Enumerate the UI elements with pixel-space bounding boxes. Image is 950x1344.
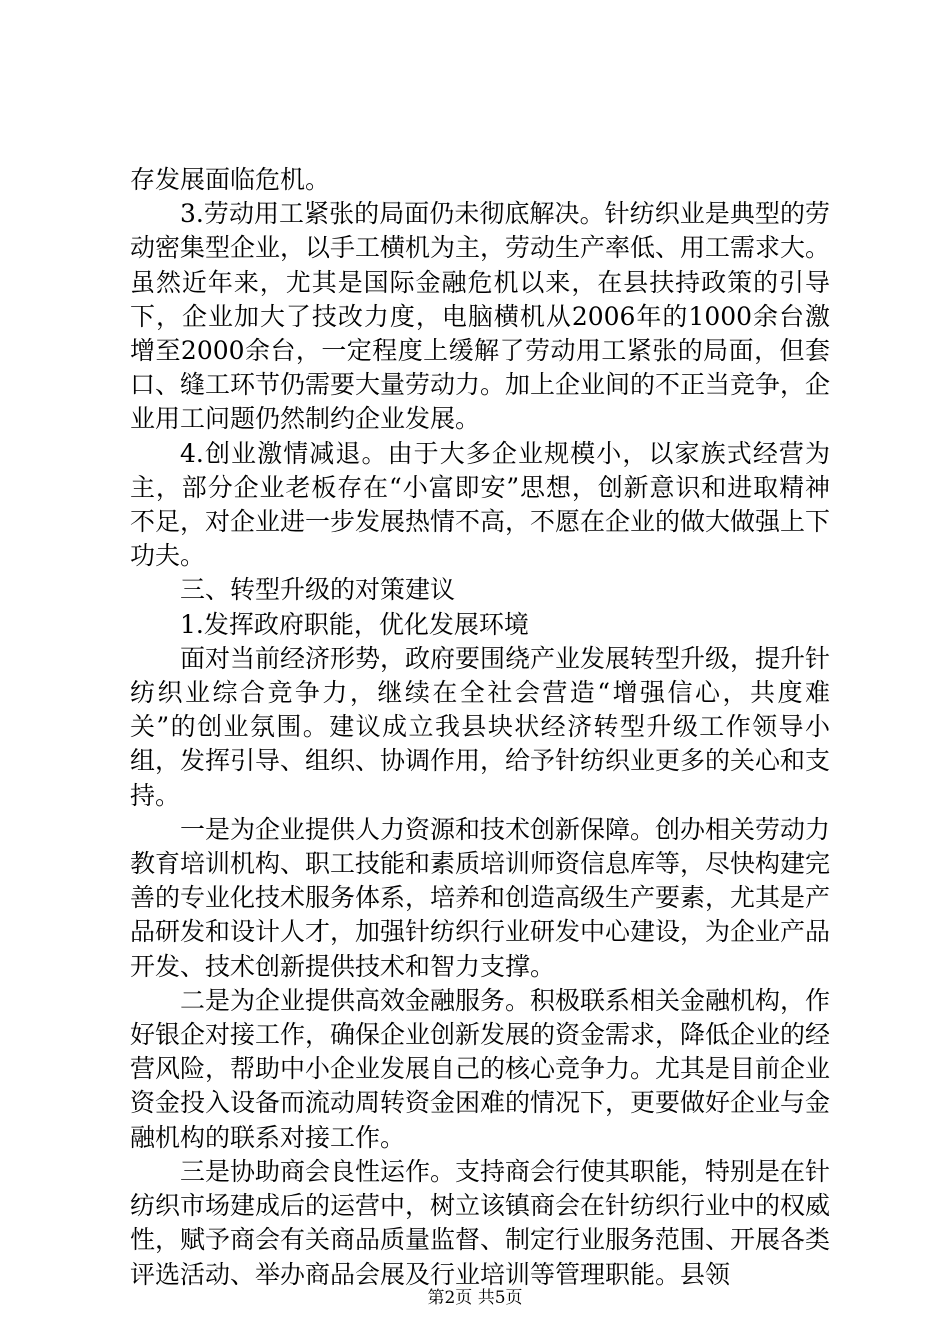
- section-heading-countermeasures: 三、转型升级的对策建议: [180, 575, 456, 605]
- paragraph-entrepreneurship-decline: 4.创业激情减退。由于大多企业规模小，以家族式经营为主，部分企业老板存在“小富即安”思想，创新意识和进取精神不足，对企业进一步发展热情不高，不愿在企业的做大做强上下功夫。: [130, 438, 831, 571]
- paragraph-financial-services: 二是为企业提供高效金融服务。积极联系相关金融机构，作好银企对接工作，确保企业创新发展的资金需求，降低企业的经营风险，帮助中小企业发展自己的核心竞争力。尤其是目前企业资金投入设备而流动周转资金困难的情况下，更要做好企业与金融机构的联系对接工作。: [130, 985, 831, 1152]
- document-body: [130, 163, 830, 1292]
- paragraph-labor-shortage: 3.劳动用工紧张的局面仍未彻底解决。针纺织业是典型的劳动密集型企业，以手工横机为主，劳动生产率低、用工需求大。虽然近年来，尤其是国际金融危机以来，在县扶持政策的引导下，企业加大了技改力度，电脑横机从2006年的1000余台激增至2000余台，一定程度上缓解了劳动用工紧张的局面，但套口、缝工环节仍需要大量劳动力。加上企业间的不正当竞争，企业用工问题仍然制约企业发展。: [130, 199, 831, 434]
- paragraph-continuation: 存发展面临危机。: [130, 165, 331, 194]
- paragraph-human-resources: 一是为企业提供人力资源和技术创新保障。创办相关劳动力教育培训机构、职工技能和素质培训师资信息库等，尽快构建完善的专业化技术服务体系，培养和创造高级生产要素，尤其是产品研发和设计人才，加强针纺织行业研发中心建设，为企业产品开发、技术创新提供技术和智力支撑。: [130, 814, 831, 981]
- subsection-heading-government-role: 1.发挥政府职能，优化发展环境: [180, 609, 529, 639]
- paragraph-chamber-of-commerce: 三是协助商会良性运作。支持商会行使其职能，特别是在针纺织市场建成后的运营中，树立该镇商会在针纺织行业中的权威性，赋予商会有关商品质量监督、制定行业服务范围、开展各类评选活动、举办商品会展及行业培训等管理职能。县领: [130, 1156, 831, 1289]
- paragraph-economic-situation: 面对当前经济形势，政府要围绕产业发展转型升级，提升针纺织业综合竞争力，继续在全社会营造“增强信心，共度难关”的创业氛围。建议成立我县块状经济转型升级工作领导小组，发挥引导、组织、协调作用，给予针纺织业更多的关心和支持。: [130, 643, 831, 810]
- page-footer: 第2页 共5页: [427, 1288, 523, 1308]
